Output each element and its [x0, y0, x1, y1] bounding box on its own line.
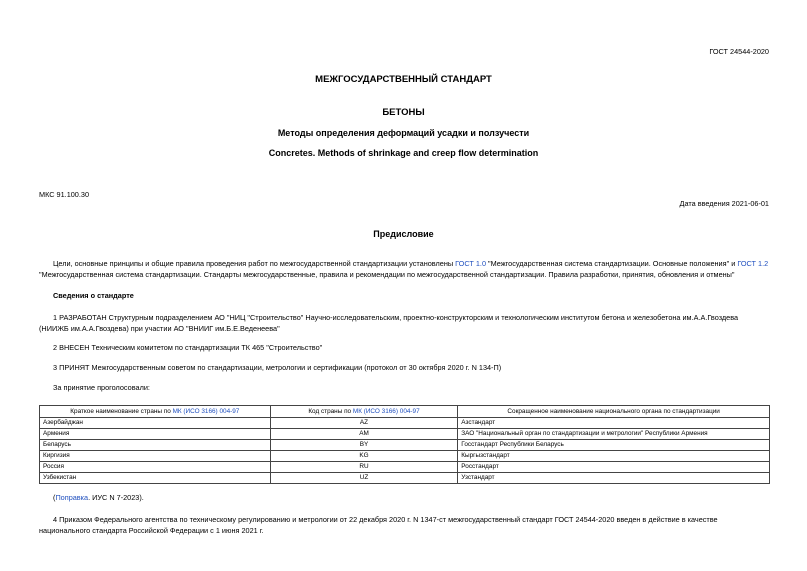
- header-country-name: Краткое наименование страны по МК (ИСО 3166) 004-97: [40, 406, 271, 418]
- table-row: [40, 440, 770, 451]
- intro-text-1: Цели, основные принципы и общие правила проведения работ по межгосударственной стандартизации установлены: [53, 259, 456, 268]
- document-subtitle-ru: Методы определения деформаций усадки и ползучести: [277, 128, 530, 138]
- document-subtitle-en: Concretes. Methods of shrinkage and creep flow determination: [268, 148, 539, 158]
- country-name: Армения: [40, 429, 271, 440]
- header-national-body: Сокращенное наименование национального органа по стандартизации: [458, 406, 770, 418]
- header-country-code: Код страны по МК (ИСО 3166) 004-97: [270, 406, 458, 418]
- national-body: Узстандарт: [458, 473, 770, 484]
- table-row: [40, 418, 770, 429]
- country-name: Беларусь: [40, 440, 271, 451]
- national-body: Госстандарт Республики Беларусь: [458, 440, 770, 451]
- document-title: БЕТОНЫ: [382, 107, 425, 118]
- item-submitted: 2 ВНЕСЕН Техническим комитетом по стандартизации ТК 465 "Строительство": [53, 343, 323, 352]
- national-body: Кыргызстандарт: [458, 451, 770, 462]
- item-adopted: 3 ПРИНЯТ Межгосударственным советом по стандартизации, метрологии и сертификации (протокол от 30 октября 2020 г. N 134-П): [53, 363, 502, 372]
- gost-1-2-link[interactable]: ГОСТ 1.2: [737, 259, 769, 268]
- table-row: [40, 429, 770, 440]
- amendment-link[interactable]: Поправка: [55, 493, 89, 502]
- country-code: RU: [270, 462, 458, 473]
- standard-heading: МЕЖГОСУДАРСТВЕННЫЙ СТАНДАРТ: [315, 74, 492, 85]
- national-body: Росстандарт: [458, 462, 770, 473]
- country-name: Азербайджан: [40, 418, 271, 429]
- table-row: [40, 473, 770, 484]
- preface-intro-paragraph: [39, 259, 769, 280]
- mk-iso-link[interactable]: МК (ИСО 3166) 004-97: [172, 407, 240, 415]
- mk-iso-link[interactable]: МК (ИСО 3166) 004-97: [352, 407, 420, 415]
- gost-1-0-link[interactable]: ГОСТ 1.0: [455, 259, 486, 268]
- preface-title: Предисловие: [373, 229, 434, 239]
- country-name: Киргизия: [40, 451, 271, 462]
- introduction-date: Дата введения 2021-06-01: [679, 199, 769, 208]
- table-row: [40, 462, 770, 473]
- item-enacted: 4 Приказом Федерального агентства по техническому регулированию и метрологии от 22 декабря 2020 г. N 1347-ст межгосударственный стандарт ГОСТ 24544-2020 введен в действие в качестве национального стандарта Российской Федерации с 1 июня 2021 г.: [39, 515, 718, 535]
- country-name: Узбекистан: [40, 473, 271, 484]
- country-code: KG: [270, 451, 458, 462]
- votes-heading: За принятие проголосовали:: [53, 383, 150, 392]
- national-body: ЗАО "Национальный орган по стандартизации и метрологии" Республики Армения: [458, 429, 770, 440]
- document-code: ГОСТ 24544-2020: [709, 47, 769, 56]
- table-header-row: [40, 406, 770, 418]
- country-code: AZ: [270, 418, 458, 429]
- about-standard-heading: Сведения о стандарте: [53, 291, 134, 300]
- national-body: Азстандарт: [458, 418, 770, 429]
- mks-code: МКС 91.100.30: [39, 190, 90, 199]
- table-row: [40, 451, 770, 462]
- item-developed: 1 РАЗРАБОТАН Структурным подразделением АО "НИЦ "Строительство" Научно-исследовательским, проектно-конструкторским и технологическим институтом бетона и железобетона им.А.А.Гвоздева (НИИЖБ им.А.А.Гвоздева) при участии АО "ВНИИГ им.Б.Е.Веденеева": [39, 313, 739, 333]
- intro-text-3: "Межгосударственная система стандартизации. Стандарты межгосударственные, правила и рекомендации по межгосударственной стандартизации. Правила разработки, принятия, обновления и отмены": [39, 269, 735, 279]
- country-code: UZ: [270, 473, 458, 484]
- country-table: [39, 405, 770, 484]
- intro-text-2: "Межгосударственная система стандартизации. Основные положения" и: [486, 259, 738, 268]
- country-code: BY: [270, 440, 458, 451]
- country-code: AM: [270, 429, 458, 440]
- country-name: Россия: [40, 462, 271, 473]
- amendment-note: (Поправка. ИУС N 7-2023).: [53, 493, 144, 502]
